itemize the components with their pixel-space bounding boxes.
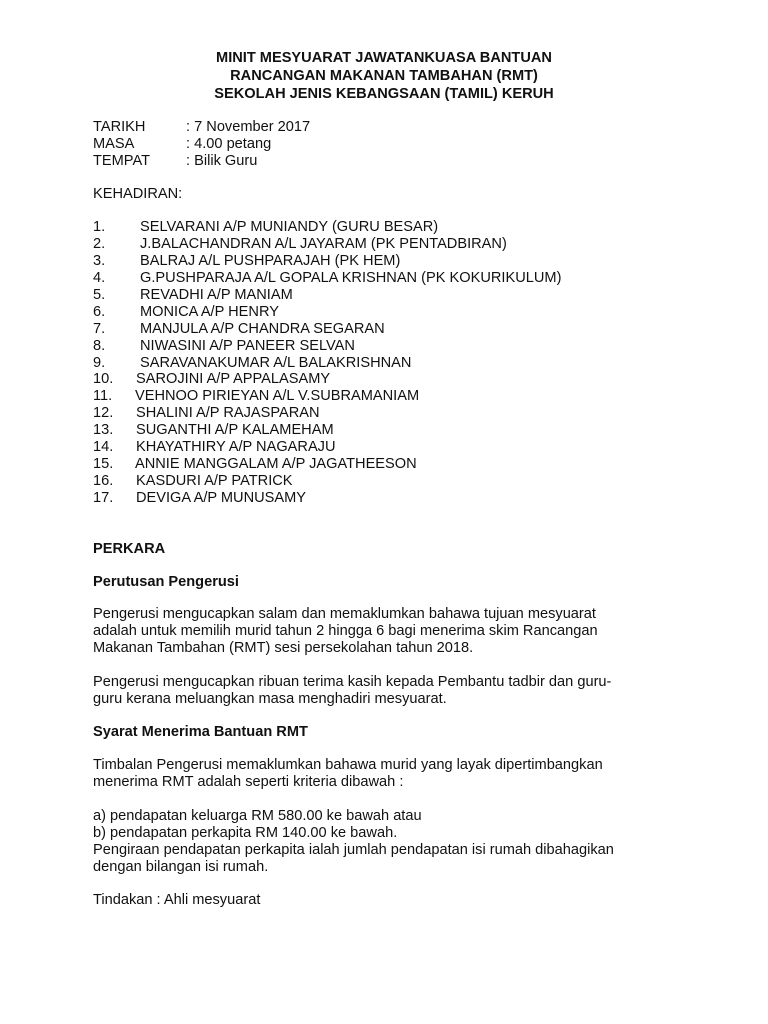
paragraph-line: menerima RMT adalah seperti kriteria dibawah : (93, 774, 404, 790)
paragraph-perutusan-2 (93, 674, 658, 708)
section-heading-syarat: Syarat Menerima Bantuan RMT (93, 724, 308, 740)
paragraph-syarat-criteria (93, 808, 658, 876)
attendance-heading: KEHADIRAN: (93, 186, 183, 202)
title-line-2: RANCANGAN MAKANAN TAMBAHAN (RMT) (230, 68, 538, 84)
meta-label: TARIKH (93, 119, 146, 135)
attendee-number: 17. (93, 490, 114, 506)
attendee-number: 13. (93, 422, 114, 438)
action-line: Tindakan : Ahli mesyuarat (93, 892, 261, 908)
meta-label: MASA (93, 136, 135, 152)
meta-row-time (93, 136, 271, 152)
attendee-name: SAROJINI A/P APPALASAMY (136, 371, 331, 387)
attendee-name: MONICA A/P HENRY (140, 304, 279, 320)
title-line-3: SEKOLAH JENIS KEBANGSAAN (TAMIL) KERUH (214, 86, 554, 102)
criteria-line: a) pendapatan keluarga RM 580.00 ke bawah atau (93, 808, 422, 824)
attendee-number: 3. (93, 253, 106, 269)
attendee-number: 14. (93, 439, 114, 455)
attendee-name: KHAYATHIRY A/P NAGARAJU (136, 439, 336, 455)
attendee-name: NIWASINI A/P PANEER SELVAN (140, 338, 355, 354)
attendee-number: 15. (93, 456, 114, 472)
paragraph-syarat-1 (93, 757, 658, 791)
attendee-number: 16. (93, 473, 114, 489)
paragraph-line: Pengerusi mengucapkan ribuan terima kasih kepada Pembantu tadbir dan guru- (93, 674, 612, 690)
attendee-number: 1. (93, 219, 106, 235)
attendee-number: 8. (93, 338, 106, 354)
section-heading-perutusan: Perutusan Pengerusi (93, 574, 239, 590)
attendee-number: 4. (93, 270, 106, 286)
attendee-number: 11. (93, 388, 113, 404)
attendee-name: SUGANTHI A/P KALAMEHAM (136, 422, 334, 438)
paragraph-line: Pengiraan pendapatan perkapita ialah jumlah pendapatan isi rumah dibahagikan (93, 842, 614, 858)
attendee-name: DEVIGA A/P MUNUSAMY (136, 490, 307, 506)
paragraph-line: Pengerusi mengucapkan salam dan memaklumkan bahawa tujuan mesyuarat (93, 606, 596, 622)
paragraph-line: guru kerana meluangkan masa menghadiri mesyuarat. (93, 691, 447, 707)
attendee-number: 2. (93, 236, 106, 252)
attendee-name: VEHNOO PIRIEYAN A/L V.SUBRAMANIAM (135, 388, 420, 404)
meta-row-place (93, 153, 257, 169)
attendee-name: ANNIE MANGGALAM A/P JAGATHEESON (135, 456, 417, 472)
paragraph-line: Makanan Tambahan (RMT) sesi persekolahan tahun 2018. (93, 640, 474, 656)
meta-value: : Bilik Guru (186, 153, 258, 169)
attendee-name: KASDURI A/P PATRICK (136, 473, 293, 489)
attendee-number: 9. (93, 355, 106, 371)
attendee-number: 5. (93, 287, 106, 303)
attendee-name: J.BALACHANDRAN A/L JAYARAM (PK PENTADBIRAN) (140, 236, 507, 252)
paragraph-line: dengan bilangan isi rumah. (93, 859, 269, 875)
attendee-name: MANJULA A/P CHANDRA SEGARAN (140, 321, 385, 337)
paragraph-line: adalah untuk memilih murid tahun 2 hingga 6 bagi menerima skim Rancangan (93, 623, 598, 639)
criteria-line: b) pendapatan perkapita RM 140.00 ke bawah. (93, 825, 398, 841)
attendee-name: SELVARANI A/P MUNIANDY (GURU BESAR) (140, 219, 439, 235)
paragraph-line: Timbalan Pengerusi memaklumkan bahawa murid yang layak dipertimbangkan (93, 757, 603, 773)
meta-row-date (93, 119, 310, 135)
attendee-number: 12. (93, 405, 114, 421)
attendee-number: 10. (93, 371, 114, 387)
attendee-number: 7. (93, 321, 106, 337)
attendee-name: SARAVANAKUMAR A/L BALAKRISHNAN (140, 355, 412, 371)
paragraph-perutusan-1 (93, 606, 658, 657)
perkara-heading: PERKARA (93, 541, 166, 557)
attendee-name: G.PUSHPARAJA A/L GOPALA KRISHNAN (PK KOKURIKULUM) (140, 270, 562, 286)
attendee-number: 6. (93, 304, 106, 320)
attendee-name: SHALINI A/P RAJASPARAN (136, 405, 320, 421)
meta-value: : 4.00 petang (186, 136, 272, 152)
meta-label: TEMPAT (93, 153, 151, 169)
attendee-name: REVADHI A/P MANIAM (140, 287, 293, 303)
attendee-name: BALRAJ A/L PUSHPARAJAH (PK HEM) (140, 253, 401, 269)
meta-value: : 7 November 2017 (186, 119, 311, 135)
title-line-1: MINIT MESYUARAT JAWATANKUASA BANTUAN (216, 50, 552, 66)
